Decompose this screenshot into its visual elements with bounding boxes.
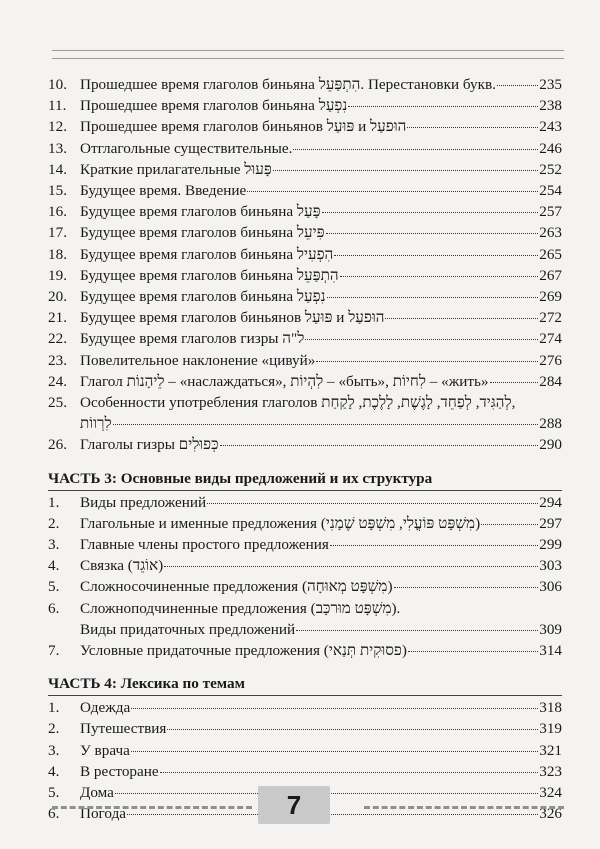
toc-entry-number: 24. — [48, 372, 67, 390]
toc-dot-leader — [316, 361, 538, 362]
toc-dot-leader — [334, 255, 538, 256]
toc-dot-leader — [160, 772, 539, 773]
toc-dot-leader — [220, 445, 539, 446]
part4-heading: ЧАСТЬ 4: Лексика по темам — [48, 675, 245, 693]
toc-dot-leader — [348, 106, 538, 107]
toc-entry — [48, 244, 562, 265]
toc-entry-page: 299 — [539, 536, 562, 554]
toc-entry — [48, 740, 562, 761]
toc-entry-title: Будущее время глаголов биньяна נִפְעַל — [80, 288, 326, 306]
toc-entry-page: 235 — [539, 76, 562, 93]
toc-entry-number: 1. — [48, 493, 60, 511]
toc-entry — [48, 116, 562, 137]
toc-entry — [48, 413, 562, 434]
toc-entry-number: 14. — [48, 160, 67, 178]
toc-entry-title: Прошедшее время глаголов биньяна נִפְעַל — [80, 97, 348, 115]
toc-entry-number: 20. — [48, 288, 67, 306]
toc-dot-leader — [293, 149, 538, 150]
toc-entry-number: 16. — [48, 203, 67, 221]
toc-entry-title: Условные придаточные предложения (פסוּקִית תְּנַאי) — [80, 642, 407, 660]
toc-entry-number: 13. — [48, 139, 67, 157]
toc-entry-title: Связка (אוֹגֵד) — [80, 557, 164, 575]
toc-entry-number: 5. — [48, 784, 60, 802]
toc-entry-page: 303 — [539, 557, 562, 575]
toc-entry-number: 2. — [48, 514, 60, 532]
toc-entry-page: 326 — [539, 805, 562, 823]
toc-entry-page: 284 — [539, 372, 562, 390]
toc-entry-number: 11. — [48, 97, 67, 115]
toc-entry — [48, 761, 562, 782]
toc-dot-leader — [394, 587, 539, 588]
toc-dot-leader — [273, 170, 538, 171]
header-rule — [52, 50, 564, 59]
toc-entry-page: 274 — [539, 330, 562, 348]
toc-entry-title: Будущее время глаголов гизры ל"ה — [80, 330, 305, 348]
toc-dot-leader — [207, 503, 538, 504]
toc-entry-number: 21. — [48, 309, 67, 327]
toc-entry-number: 17. — [48, 224, 67, 242]
toc-entry-page: 290 — [539, 436, 562, 454]
toc-entry-page: 318 — [539, 699, 562, 717]
toc-entry — [48, 718, 562, 739]
part2-list — [48, 74, 562, 456]
toc-entry-title: Будущее время. Введение — [80, 182, 247, 200]
toc-entry — [48, 286, 562, 307]
toc-entry-number: 4. — [48, 557, 60, 575]
toc-dot-leader — [340, 276, 539, 277]
toc-entry-title: Виды предложений — [80, 493, 207, 511]
toc-dot-leader — [322, 212, 539, 213]
toc-entry — [48, 74, 562, 95]
toc-entry-title: Сложносочиненные предложения (מִשְׁפָּט מְאוּחָה) — [80, 578, 393, 596]
toc-entry-page: 309 — [539, 620, 562, 638]
toc-entry-title: Погода — [80, 805, 127, 823]
toc-entry — [48, 138, 562, 159]
toc-entry-page: 252 — [539, 160, 562, 178]
toc-entry-number: 12. — [48, 118, 67, 136]
toc-entry — [48, 350, 562, 371]
toc-entry-number: 5. — [48, 578, 60, 596]
toc-entry-page: 288 — [539, 415, 562, 433]
toc-entry-title: Будущее время глаголов биньяна פִּיעֵל — [80, 224, 325, 242]
toc-entry-page: 254 — [539, 182, 562, 200]
toc-entry — [48, 434, 562, 455]
toc-entry-title: Повелительное наклонение «цивуй» — [80, 351, 316, 369]
toc-entry-page: 269 — [539, 288, 562, 306]
toc-entry-page: 314 — [539, 642, 562, 660]
toc-entry-number: 18. — [48, 245, 67, 263]
toc-entry-title: Сложноподчиненные предложения (מִשְׁפָּט מוּרכָּב). — [80, 599, 401, 617]
toc-entry-number: 19. — [48, 266, 67, 284]
toc-entry — [48, 392, 562, 413]
toc-entry-page: 294 — [539, 493, 562, 511]
toc-entry-number: 6. — [48, 599, 60, 617]
toc-dot-leader — [167, 729, 538, 730]
toc-dot-leader — [490, 382, 539, 383]
toc-entry-page: 246 — [539, 139, 562, 157]
toc-entry-title: Прошедшее время глаголов биньянов פּוּעַל и הוּפעַל — [80, 118, 407, 136]
toc-entry-page: 321 — [539, 741, 562, 759]
toc-entry — [48, 95, 562, 116]
toc-entry-number: 3. — [48, 536, 60, 554]
part3-heading: ЧАСТЬ 3: Основные виды предложений и их структура — [48, 469, 433, 487]
toc-entry-page: 323 — [539, 762, 562, 780]
toc-entry-title: לִרְווֹת — [80, 415, 112, 433]
toc-entry-title: Дома — [80, 784, 114, 802]
toc-dot-leader — [305, 339, 538, 340]
toc-entry-title: Глаголы гизры כְּפוּלִים — [80, 436, 219, 454]
toc-entry-title: Прошедшее время глаголов биньяна הִתְפַּעֵל. Перестановки букв. — [80, 76, 496, 93]
toc-entry — [48, 371, 562, 392]
page-number: 7 — [258, 786, 330, 824]
toc-entry-title: У врача — [80, 741, 130, 759]
toc-entry-title: Виды придаточных предложений — [80, 620, 296, 638]
toc-entry-number: 15. — [48, 182, 67, 200]
toc-entry-title: Краткие прилагательные פָּעוּל — [80, 160, 272, 178]
toc-entry-page: 265 — [539, 245, 562, 263]
toc-entry-number: 4. — [48, 762, 60, 780]
toc-entry-page: 238 — [539, 97, 562, 115]
toc-entry-title: Одежда — [80, 699, 131, 717]
toc-dot-leader — [327, 297, 539, 298]
toc-entry — [48, 222, 562, 243]
toc-entry — [48, 328, 562, 349]
toc-entry — [48, 598, 562, 619]
toc-entry — [48, 513, 562, 534]
toc-entry-number: 1. — [48, 699, 60, 717]
toc-entry-title: Глагольные и именные предложения (מִשְׁפָּט פּוֹעֳלִי, מִשְׁפָּט שֶׁמָנִי) — [80, 514, 481, 532]
part3-list — [48, 492, 562, 662]
toc-dot-leader — [164, 566, 538, 567]
toc-entry-title: Будущее время глаголов биньянов פּוּעַל и הוּפעַל — [80, 309, 385, 327]
toc-entry — [48, 492, 562, 513]
toc-entry-page: 324 — [539, 784, 562, 802]
toc-entry-title: Глагол לֵיהָנוֹת – «наслаждаться», לִהְיוֹת – «быть», לִחיוֹת – «жить» — [80, 372, 489, 390]
toc-entry-title: Особенности употребления глаголов לְהַגִּיד, לְפַחֵד, לָגֶשֶׁת, לָלֶכֶת, לָקַחַת, — [80, 394, 516, 412]
toc-entry-title: Отглагольные существительные. — [80, 139, 293, 157]
footer-dash-right — [364, 806, 564, 809]
toc-entry — [48, 640, 562, 661]
toc-entry — [48, 576, 562, 597]
toc-entry-title: Главные члены простого предложения — [80, 536, 329, 554]
toc-dot-leader — [131, 708, 538, 709]
toc-entry-page: 263 — [539, 224, 562, 242]
toc-entry-page: 297 — [539, 514, 562, 532]
toc-entry — [48, 265, 562, 286]
toc-dot-leader — [296, 630, 538, 631]
toc-entry-title: Будущее время глаголов биньяна הִתְפַּעֵל — [80, 266, 339, 284]
toc-entry — [48, 619, 562, 640]
toc-dot-leader — [131, 751, 538, 752]
toc-dot-leader — [247, 191, 538, 192]
toc-entry — [48, 307, 562, 328]
toc-entry-title: Будущее время глаголов биньяна הִפְעִיל — [80, 245, 334, 263]
toc-entry-number: 25. — [48, 394, 67, 412]
table-of-contents — [48, 74, 562, 825]
footer-dash-left — [52, 806, 252, 809]
toc-entry-number: 6. — [48, 805, 60, 823]
toc-entry-page: 267 — [539, 266, 562, 284]
toc-entry-page: 257 — [539, 203, 562, 221]
toc-entry-title: Путешествия — [80, 720, 167, 738]
toc-entry-page: 306 — [539, 578, 562, 596]
toc-entry-number: 23. — [48, 351, 67, 369]
toc-entry-title: В ресторане — [80, 762, 159, 780]
toc-dot-leader — [481, 524, 538, 525]
toc-entry-number: 26. — [48, 436, 67, 454]
toc-entry-page: 276 — [539, 351, 562, 369]
page-footer — [52, 786, 564, 826]
toc-entry-number: 22. — [48, 330, 67, 348]
toc-entry — [48, 555, 562, 576]
part3-heading-rule — [48, 490, 562, 491]
toc-entry — [48, 534, 562, 555]
toc-dot-leader — [113, 424, 539, 425]
toc-entry — [48, 201, 562, 222]
toc-entry — [48, 159, 562, 180]
part4-heading-rule — [48, 695, 562, 696]
toc-dot-leader — [385, 318, 538, 319]
toc-entry-page: 243 — [539, 118, 562, 136]
toc-entry-title: Будущее время глаголов биньяна פָּעַל — [80, 203, 321, 221]
toc-dot-leader — [330, 545, 538, 546]
toc-dot-leader — [326, 233, 539, 234]
toc-entry-number: 2. — [48, 720, 60, 738]
toc-entry — [48, 697, 562, 718]
toc-entry-number: 10. — [48, 76, 67, 93]
toc-entry — [48, 180, 562, 201]
toc-entry-page: 272 — [539, 309, 562, 327]
toc-dot-leader — [497, 85, 538, 86]
toc-entry-page: 319 — [539, 720, 562, 738]
toc-entry-number: 3. — [48, 741, 60, 759]
toc-entry-number: 7. — [48, 642, 60, 660]
toc-dot-leader — [408, 651, 538, 652]
toc-dot-leader — [407, 127, 538, 128]
